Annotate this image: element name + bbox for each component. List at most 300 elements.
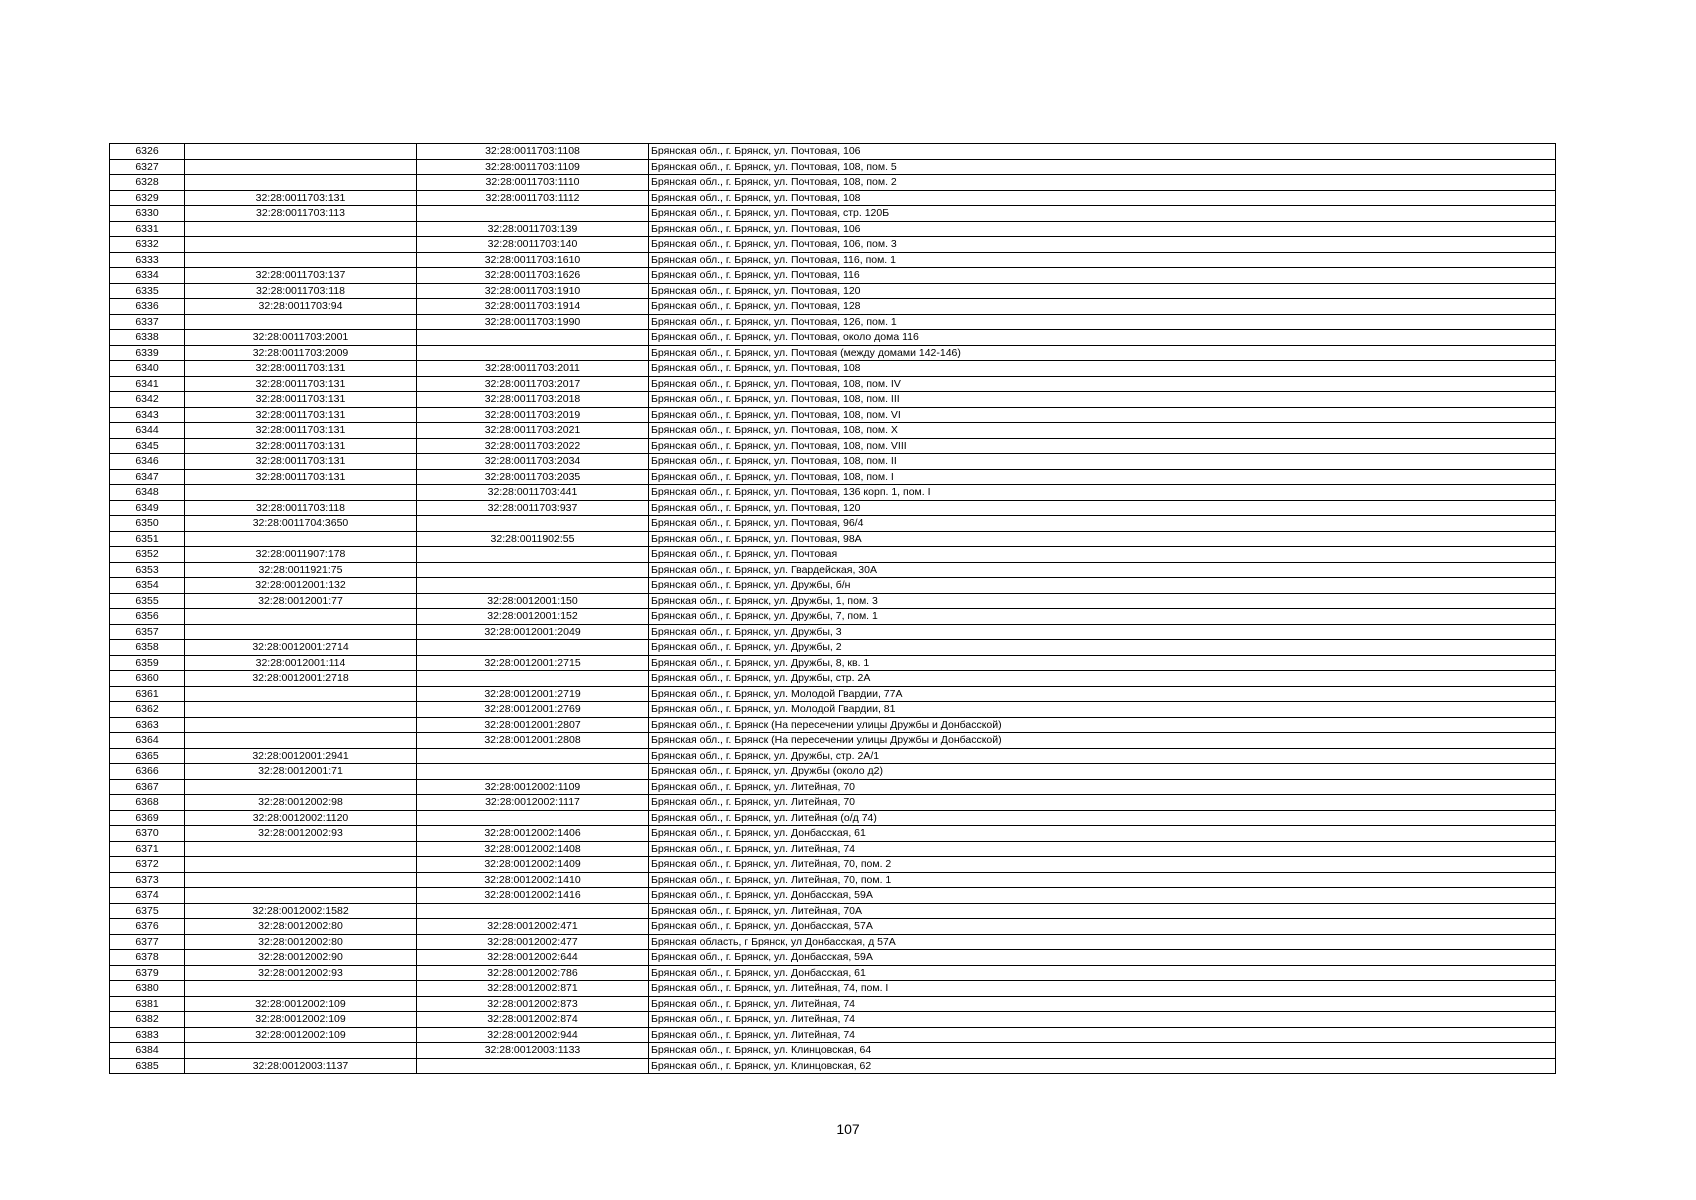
table-row: [110, 454, 1556, 470]
table-row: [110, 748, 1556, 764]
row-number-cell: 6337: [110, 314, 185, 330]
parent-cadastral-number-cell: 32:28:0011907:178: [185, 547, 417, 563]
table-row: [110, 190, 1556, 206]
parent-cadastral-number-cell: 32:28:0011703:131: [185, 469, 417, 485]
table-row: [110, 562, 1556, 578]
address-cell: Брянская обл., г. Брянск, ул. Гвардейская, 30А: [649, 562, 1556, 578]
row-number-cell: 6363: [110, 717, 185, 733]
address-cell: Брянская обл., г. Брянск, ул. Почтовая, 116: [649, 268, 1556, 284]
address-cell: Брянская обл., г. Брянск, ул. Почтовая, 108, пом. III: [649, 392, 1556, 408]
cadastral-number-cell: 32:28:0012001:2049: [417, 624, 649, 640]
address-cell: Брянская обл., г. Брянск, ул. Почтовая: [649, 547, 1556, 563]
row-number-cell: 6359: [110, 655, 185, 671]
address-cell: Брянская обл., г. Брянск, ул. Почтовая, 126, пом. 1: [649, 314, 1556, 330]
table-row: [110, 733, 1556, 749]
address-cell: Брянская обл., г. Брянск (На пересечении улицы Дружбы и Донбасской): [649, 733, 1556, 749]
parent-cadastral-number-cell: 32:28:0012002:109: [185, 1027, 417, 1043]
table-row: [110, 764, 1556, 780]
table-row: [110, 237, 1556, 253]
address-cell: Брянская обл., г. Брянск, ул. Почтовая, 108, пом. 5: [649, 159, 1556, 175]
row-number-cell: 6374: [110, 888, 185, 904]
address-cell: Брянская обл., г. Брянск, ул. Дружбы, 1, пом. 3: [649, 593, 1556, 609]
address-cell: Брянская обл., г. Брянск, ул. Почтовая, 136 корп. 1, пом. I: [649, 485, 1556, 501]
row-number-cell: 6332: [110, 237, 185, 253]
row-number-cell: 6344: [110, 423, 185, 439]
address-cell: Брянская обл., г. Брянск, ул. Почтовая, 108, пом. VI: [649, 407, 1556, 423]
row-number-cell: 6331: [110, 221, 185, 237]
address-cell: Брянская обл., г. Брянск, ул. Почтовая, 96/4: [649, 516, 1556, 532]
row-number-cell: 6349: [110, 500, 185, 516]
cadastral-number-cell: [417, 330, 649, 346]
address-cell: Брянская обл., г. Брянск, ул. Литейная, 70А: [649, 903, 1556, 919]
address-cell: Брянская обл., г. Брянск, ул. Литейная, 70: [649, 795, 1556, 811]
row-number-cell: 6370: [110, 826, 185, 842]
table-row: [110, 795, 1556, 811]
cadastral-number-cell: 32:28:0012001:2807: [417, 717, 649, 733]
row-number-cell: 6347: [110, 469, 185, 485]
address-cell: Брянская обл., г. Брянск, ул. Донбасская, 59А: [649, 950, 1556, 966]
cadastral-number-cell: [417, 810, 649, 826]
parent-cadastral-number-cell: 32:28:0012002:90: [185, 950, 417, 966]
table-row: [110, 175, 1556, 191]
address-cell: Брянская обл., г. Брянск, ул. Донбасская, 59А: [649, 888, 1556, 904]
table-row: [110, 314, 1556, 330]
row-number-cell: 6377: [110, 934, 185, 950]
row-number-cell: 6364: [110, 733, 185, 749]
table-row: [110, 1043, 1556, 1059]
table-row: [110, 888, 1556, 904]
parent-cadastral-number-cell: [185, 485, 417, 501]
parent-cadastral-number-cell: [185, 733, 417, 749]
table-row: [110, 593, 1556, 609]
address-cell: Брянская обл., г. Брянск, ул. Почтовая, 108, пом. IV: [649, 376, 1556, 392]
row-number-cell: 6378: [110, 950, 185, 966]
parent-cadastral-number-cell: 32:28:0011703:94: [185, 299, 417, 315]
address-cell: Брянская обл., г. Брянск, ул. Почтовая, 108: [649, 190, 1556, 206]
parent-cadastral-number-cell: [185, 237, 417, 253]
parent-cadastral-number-cell: [185, 144, 417, 160]
table-row: [110, 702, 1556, 718]
table-row: [110, 144, 1556, 160]
cadastral-number-cell: 32:28:0011703:441: [417, 485, 649, 501]
page-number: 107: [836, 1121, 860, 1137]
address-cell: Брянская обл., г. Брянск, ул. Литейная, 74, пом. I: [649, 981, 1556, 997]
address-cell: Брянская обл., г. Брянск, ул. Клинцовская, 64: [649, 1043, 1556, 1059]
cadastral-number-cell: 32:28:0012001:2808: [417, 733, 649, 749]
table-row: [110, 376, 1556, 392]
table-row: [110, 392, 1556, 408]
table-row: [110, 655, 1556, 671]
address-cell: Брянская обл., г. Брянск, ул. Дружбы, 8, кв. 1: [649, 655, 1556, 671]
row-number-cell: 6327: [110, 159, 185, 175]
cadastral-number-cell: 32:28:0011902:55: [417, 531, 649, 547]
table-row: [110, 206, 1556, 222]
address-cell: Брянская обл., г. Брянск, ул. Дружбы, 3: [649, 624, 1556, 640]
cadastral-number-cell: 32:28:0011703:1110: [417, 175, 649, 191]
row-number-cell: 6382: [110, 1012, 185, 1028]
parent-cadastral-number-cell: 32:28:0012001:2714: [185, 640, 417, 656]
cadastral-number-cell: 32:28:0011703:2019: [417, 407, 649, 423]
parent-cadastral-number-cell: 32:28:0011704:3650: [185, 516, 417, 532]
row-number-cell: 6362: [110, 702, 185, 718]
cadastral-number-cell: 32:28:0011703:1914: [417, 299, 649, 315]
cadastral-number-cell: 32:28:0012002:1410: [417, 872, 649, 888]
row-number-cell: 6330: [110, 206, 185, 222]
cadastral-number-cell: 32:28:0011703:2022: [417, 438, 649, 454]
address-cell: Брянская обл., г. Брянск, ул. Донбасская, 57А: [649, 919, 1556, 935]
row-number-cell: 6341: [110, 376, 185, 392]
row-number-cell: 6375: [110, 903, 185, 919]
cadastral-number-cell: 32:28:0012002:1408: [417, 841, 649, 857]
parent-cadastral-number-cell: 32:28:0011703:131: [185, 407, 417, 423]
row-number-cell: 6353: [110, 562, 185, 578]
cadastral-number-cell: 32:28:0012002:1416: [417, 888, 649, 904]
cadastral-number-cell: [417, 1058, 649, 1074]
cadastral-number-cell: 32:28:0011703:1610: [417, 252, 649, 268]
address-cell: Брянская обл., г. Брянск, ул. Почтовая, стр. 120Б: [649, 206, 1556, 222]
address-cell: Брянская обл., г. Брянск, ул. Почтовая, 106, пом. 3: [649, 237, 1556, 253]
parent-cadastral-number-cell: [185, 314, 417, 330]
address-cell: Брянская обл., г. Брянск, ул. Почтовая (между домами 142-146): [649, 345, 1556, 361]
row-number-cell: 6326: [110, 144, 185, 160]
table-row: [110, 407, 1556, 423]
address-cell: Брянская обл., г. Брянск, ул. Почтовая, 98А: [649, 531, 1556, 547]
parent-cadastral-number-cell: [185, 717, 417, 733]
row-number-cell: 6339: [110, 345, 185, 361]
row-number-cell: 6357: [110, 624, 185, 640]
table-row: [110, 996, 1556, 1012]
address-cell: Брянская обл., г. Брянск, ул. Литейная, 74: [649, 1027, 1556, 1043]
row-number-cell: 6366: [110, 764, 185, 780]
parent-cadastral-number-cell: 32:28:0012002:93: [185, 826, 417, 842]
address-cell: Брянская область, г Брянск, ул Донбасская, д 57А: [649, 934, 1556, 950]
row-number-cell: 6355: [110, 593, 185, 609]
row-number-cell: 6361: [110, 686, 185, 702]
cadastral-number-cell: [417, 578, 649, 594]
row-number-cell: 6358: [110, 640, 185, 656]
table-row: [110, 578, 1556, 594]
cadastral-number-cell: 32:28:0012002:786: [417, 965, 649, 981]
row-number-cell: 6333: [110, 252, 185, 268]
parent-cadastral-number-cell: [185, 841, 417, 857]
cadastral-number-cell: 32:28:0012002:1117: [417, 795, 649, 811]
cadastral-number-cell: 32:28:0011703:2018: [417, 392, 649, 408]
parent-cadastral-number-cell: [185, 872, 417, 888]
parent-cadastral-number-cell: 32:28:0011703:137: [185, 268, 417, 284]
table-row: [110, 345, 1556, 361]
cadastral-number-cell: 32:28:0011703:1108: [417, 144, 649, 160]
cadastral-number-cell: 32:28:0012001:152: [417, 609, 649, 625]
parent-cadastral-number-cell: [185, 1043, 417, 1059]
table-row: [110, 547, 1556, 563]
cadastral-number-cell: 32:28:0012002:477: [417, 934, 649, 950]
cadastral-number-cell: 32:28:0011703:2011: [417, 361, 649, 377]
address-cell: Брянская обл., г. Брянск, ул. Литейная, 74: [649, 996, 1556, 1012]
parent-cadastral-number-cell: [185, 779, 417, 795]
table-row: [110, 686, 1556, 702]
address-cell: Брянская обл., г. Брянск, ул. Почтовая, 108, пом. 2: [649, 175, 1556, 191]
table-row: [110, 423, 1556, 439]
cadastral-number-cell: 32:28:0012002:1109: [417, 779, 649, 795]
row-number-cell: 6376: [110, 919, 185, 935]
row-number-cell: 6338: [110, 330, 185, 346]
row-number-cell: 6354: [110, 578, 185, 594]
address-cell: Брянская обл., г. Брянск, ул. Почтовая, 108, пом. I: [649, 469, 1556, 485]
table-row: [110, 531, 1556, 547]
row-number-cell: 6346: [110, 454, 185, 470]
row-number-cell: 6373: [110, 872, 185, 888]
cadastral-number-cell: [417, 748, 649, 764]
address-cell: Брянская обл., г. Брянск, ул. Почтовая, 120: [649, 500, 1556, 516]
parent-cadastral-number-cell: 32:28:0012002:80: [185, 934, 417, 950]
parent-cadastral-number-cell: 32:28:0011703:131: [185, 438, 417, 454]
cadastral-number-cell: 32:28:0012002:471: [417, 919, 649, 935]
parent-cadastral-number-cell: [185, 221, 417, 237]
cadastral-number-cell: [417, 547, 649, 563]
parent-cadastral-number-cell: 32:28:0012002:109: [185, 996, 417, 1012]
table-row: [110, 299, 1556, 315]
address-cell: Брянская обл., г. Брянск (На пересечении улицы Дружбы и Донбасской): [649, 717, 1556, 733]
parent-cadastral-number-cell: 32:28:0012002:1120: [185, 810, 417, 826]
table-row: [110, 903, 1556, 919]
parent-cadastral-number-cell: 32:28:0011703:131: [185, 190, 417, 206]
table-row: [110, 609, 1556, 625]
cadastral-number-cell: 32:28:0011703:2017: [417, 376, 649, 392]
cadastral-number-cell: 32:28:0011703:2034: [417, 454, 649, 470]
table-row: [110, 919, 1556, 935]
address-cell: Брянская обл., г. Брянск, ул. Почтовая, 128: [649, 299, 1556, 315]
parent-cadastral-number-cell: 32:28:0011703:131: [185, 361, 417, 377]
row-number-cell: 6369: [110, 810, 185, 826]
address-cell: Брянская обл., г. Брянск, ул. Донбасская, 61: [649, 826, 1556, 842]
table-row: [110, 717, 1556, 733]
cadastral-number-cell: 32:28:0011703:140: [417, 237, 649, 253]
table-row: [110, 779, 1556, 795]
address-cell: Брянская обл., г. Брянск, ул. Почтовая, 108, пом. VIII: [649, 438, 1556, 454]
parent-cadastral-number-cell: [185, 981, 417, 997]
table-row: [110, 826, 1556, 842]
cadastral-number-cell: [417, 764, 649, 780]
table-row: [110, 485, 1556, 501]
row-number-cell: 6371: [110, 841, 185, 857]
row-number-cell: 6340: [110, 361, 185, 377]
cadastral-number-cell: 32:28:0011703:1109: [417, 159, 649, 175]
row-number-cell: 6379: [110, 965, 185, 981]
table-row: [110, 950, 1556, 966]
address-cell: Брянская обл., г. Брянск, ул. Литейная (о/д 74): [649, 810, 1556, 826]
table-row: [110, 1012, 1556, 1028]
address-cell: Брянская обл., г. Брянск, ул. Дружбы, 7, пом. 1: [649, 609, 1556, 625]
parent-cadastral-number-cell: 32:28:0012003:1137: [185, 1058, 417, 1074]
address-cell: Брянская обл., г. Брянск, ул. Литейная, 70: [649, 779, 1556, 795]
parent-cadastral-number-cell: [185, 702, 417, 718]
address-cell: Брянская обл., г. Брянск, ул. Дружбы, б/н: [649, 578, 1556, 594]
parent-cadastral-number-cell: [185, 686, 417, 702]
cadastral-number-cell: [417, 903, 649, 919]
address-cell: Брянская обл., г. Брянск, ул. Молодой Гвардии, 77А: [649, 686, 1556, 702]
registry-table-container: [109, 143, 1556, 1074]
parent-cadastral-number-cell: 32:28:0012001:77: [185, 593, 417, 609]
row-number-cell: 6345: [110, 438, 185, 454]
address-cell: Брянская обл., г. Брянск, ул. Почтовая, 108: [649, 361, 1556, 377]
parent-cadastral-number-cell: 32:28:0011703:113: [185, 206, 417, 222]
cadastral-number-cell: 32:28:0012002:874: [417, 1012, 649, 1028]
row-number-cell: 6360: [110, 671, 185, 687]
parent-cadastral-number-cell: [185, 888, 417, 904]
cadastral-number-cell: 32:28:0012002:871: [417, 981, 649, 997]
cadastral-number-cell: 32:28:0012002:1409: [417, 857, 649, 873]
address-cell: Брянская обл., г. Брянск, ул. Почтовая, 116, пом. 1: [649, 252, 1556, 268]
row-number-cell: 6367: [110, 779, 185, 795]
parent-cadastral-number-cell: 32:28:0011703:2001: [185, 330, 417, 346]
cadastral-number-cell: 32:28:0011703:1112: [417, 190, 649, 206]
table-row: [110, 671, 1556, 687]
address-cell: Брянская обл., г. Брянск, ул. Почтовая, 106: [649, 144, 1556, 160]
row-number-cell: 6372: [110, 857, 185, 873]
address-cell: Брянская обл., г. Брянск, ул. Дружбы, 2: [649, 640, 1556, 656]
cadastral-number-cell: 32:28:0012001:2715: [417, 655, 649, 671]
table-row: [110, 640, 1556, 656]
parent-cadastral-number-cell: 32:28:0012002:1582: [185, 903, 417, 919]
table-row: [110, 965, 1556, 981]
parent-cadastral-number-cell: [185, 159, 417, 175]
cadastral-number-cell: 32:28:0011703:1910: [417, 283, 649, 299]
cadastral-number-cell: [417, 671, 649, 687]
cadastral-number-cell: 32:28:0012002:873: [417, 996, 649, 1012]
cadastral-number-cell: [417, 516, 649, 532]
row-number-cell: 6365: [110, 748, 185, 764]
cadastral-number-cell: [417, 345, 649, 361]
parent-cadastral-number-cell: [185, 531, 417, 547]
table-row: [110, 283, 1556, 299]
table-row: [110, 841, 1556, 857]
parent-cadastral-number-cell: [185, 175, 417, 191]
cadastral-number-cell: 32:28:0012001:2769: [417, 702, 649, 718]
table-row: [110, 438, 1556, 454]
parent-cadastral-number-cell: [185, 609, 417, 625]
row-number-cell: 6343: [110, 407, 185, 423]
row-number-cell: 6384: [110, 1043, 185, 1059]
table-row: [110, 934, 1556, 950]
parent-cadastral-number-cell: 32:28:0012001:2941: [185, 748, 417, 764]
address-cell: Брянская обл., г. Брянск, ул. Клинцовская, 62: [649, 1058, 1556, 1074]
table-row: [110, 810, 1556, 826]
table-row: [110, 1027, 1556, 1043]
row-number-cell: 6336: [110, 299, 185, 315]
address-cell: Брянская обл., г. Брянск, ул. Дружбы (около д2): [649, 764, 1556, 780]
row-number-cell: 6350: [110, 516, 185, 532]
address-cell: Брянская обл., г. Брянск, ул. Литейная, 74: [649, 1012, 1556, 1028]
address-cell: Брянская обл., г. Брянск, ул. Дружбы, стр. 2А/1: [649, 748, 1556, 764]
registry-table: [109, 143, 1556, 1074]
address-cell: Брянская обл., г. Брянск, ул. Донбасская, 61: [649, 965, 1556, 981]
cadastral-number-cell: [417, 640, 649, 656]
parent-cadastral-number-cell: 32:28:0011703:131: [185, 423, 417, 439]
row-number-cell: 6356: [110, 609, 185, 625]
address-cell: Брянская обл., г. Брянск, ул. Литейная, 70, пом. 1: [649, 872, 1556, 888]
cadastral-number-cell: 32:28:0011703:2035: [417, 469, 649, 485]
registry-table-body: [110, 144, 1556, 1074]
table-row: [110, 981, 1556, 997]
cadastral-number-cell: 32:28:0012001:150: [417, 593, 649, 609]
table-row: [110, 857, 1556, 873]
parent-cadastral-number-cell: 32:28:0011703:118: [185, 500, 417, 516]
parent-cadastral-number-cell: [185, 857, 417, 873]
row-number-cell: 6381: [110, 996, 185, 1012]
cadastral-number-cell: 32:28:0012003:1133: [417, 1043, 649, 1059]
row-number-cell: 6368: [110, 795, 185, 811]
table-row: [110, 221, 1556, 237]
parent-cadastral-number-cell: [185, 624, 417, 640]
address-cell: Брянская обл., г. Брянск, ул. Молодой Гвардии, 81: [649, 702, 1556, 718]
cadastral-number-cell: 32:28:0012002:1406: [417, 826, 649, 842]
row-number-cell: 6385: [110, 1058, 185, 1074]
cadastral-number-cell: [417, 562, 649, 578]
row-number-cell: 6335: [110, 283, 185, 299]
parent-cadastral-number-cell: 32:28:0011703:131: [185, 392, 417, 408]
table-row: [110, 252, 1556, 268]
table-row: [110, 361, 1556, 377]
cadastral-number-cell: 32:28:0011703:1626: [417, 268, 649, 284]
table-row: [110, 159, 1556, 175]
cadastral-number-cell: 32:28:0012002:644: [417, 950, 649, 966]
row-number-cell: 6380: [110, 981, 185, 997]
cadastral-number-cell: 32:28:0012001:2719: [417, 686, 649, 702]
row-number-cell: 6334: [110, 268, 185, 284]
cadastral-number-cell: 32:28:0012002:944: [417, 1027, 649, 1043]
parent-cadastral-number-cell: [185, 252, 417, 268]
row-number-cell: 6342: [110, 392, 185, 408]
address-cell: Брянская обл., г. Брянск, ул. Литейная, 74: [649, 841, 1556, 857]
row-number-cell: 6352: [110, 547, 185, 563]
parent-cadastral-number-cell: 32:28:0012001:132: [185, 578, 417, 594]
parent-cadastral-number-cell: 32:28:0012001:71: [185, 764, 417, 780]
parent-cadastral-number-cell: 32:28:0011921:75: [185, 562, 417, 578]
cadastral-number-cell: 32:28:0011703:2021: [417, 423, 649, 439]
address-cell: Брянская обл., г. Брянск, ул. Почтовая, 108, пом. II: [649, 454, 1556, 470]
parent-cadastral-number-cell: 32:28:0012001:114: [185, 655, 417, 671]
table-row: [110, 624, 1556, 640]
parent-cadastral-number-cell: 32:28:0012002:109: [185, 1012, 417, 1028]
table-row: [110, 268, 1556, 284]
parent-cadastral-number-cell: 32:28:0012002:98: [185, 795, 417, 811]
parent-cadastral-number-cell: 32:28:0011703:2009: [185, 345, 417, 361]
row-number-cell: 6328: [110, 175, 185, 191]
table-row: [110, 516, 1556, 532]
row-number-cell: 6351: [110, 531, 185, 547]
parent-cadastral-number-cell: 32:28:0012001:2718: [185, 671, 417, 687]
address-cell: Брянская обл., г. Брянск, ул. Почтовая, 120: [649, 283, 1556, 299]
parent-cadastral-number-cell: 32:28:0011703:131: [185, 454, 417, 470]
table-row: [110, 330, 1556, 346]
table-row: [110, 500, 1556, 516]
address-cell: Брянская обл., г. Брянск, ул. Почтовая, 108, пом. X: [649, 423, 1556, 439]
parent-cadastral-number-cell: 32:28:0012002:80: [185, 919, 417, 935]
parent-cadastral-number-cell: 32:28:0012002:93: [185, 965, 417, 981]
table-row: [110, 469, 1556, 485]
cadastral-number-cell: 32:28:0011703:1990: [417, 314, 649, 330]
cadastral-number-cell: 32:28:0011703:139: [417, 221, 649, 237]
address-cell: Брянская обл., г. Брянск, ул. Литейная, 70, пом. 2: [649, 857, 1556, 873]
parent-cadastral-number-cell: 32:28:0011703:118: [185, 283, 417, 299]
address-cell: Брянская обл., г. Брянск, ул. Дружбы, стр. 2А: [649, 671, 1556, 687]
row-number-cell: 6348: [110, 485, 185, 501]
row-number-cell: 6383: [110, 1027, 185, 1043]
table-row: [110, 1058, 1556, 1074]
address-cell: Брянская обл., г. Брянск, ул. Почтовая, 106: [649, 221, 1556, 237]
table-row: [110, 872, 1556, 888]
row-number-cell: 6329: [110, 190, 185, 206]
